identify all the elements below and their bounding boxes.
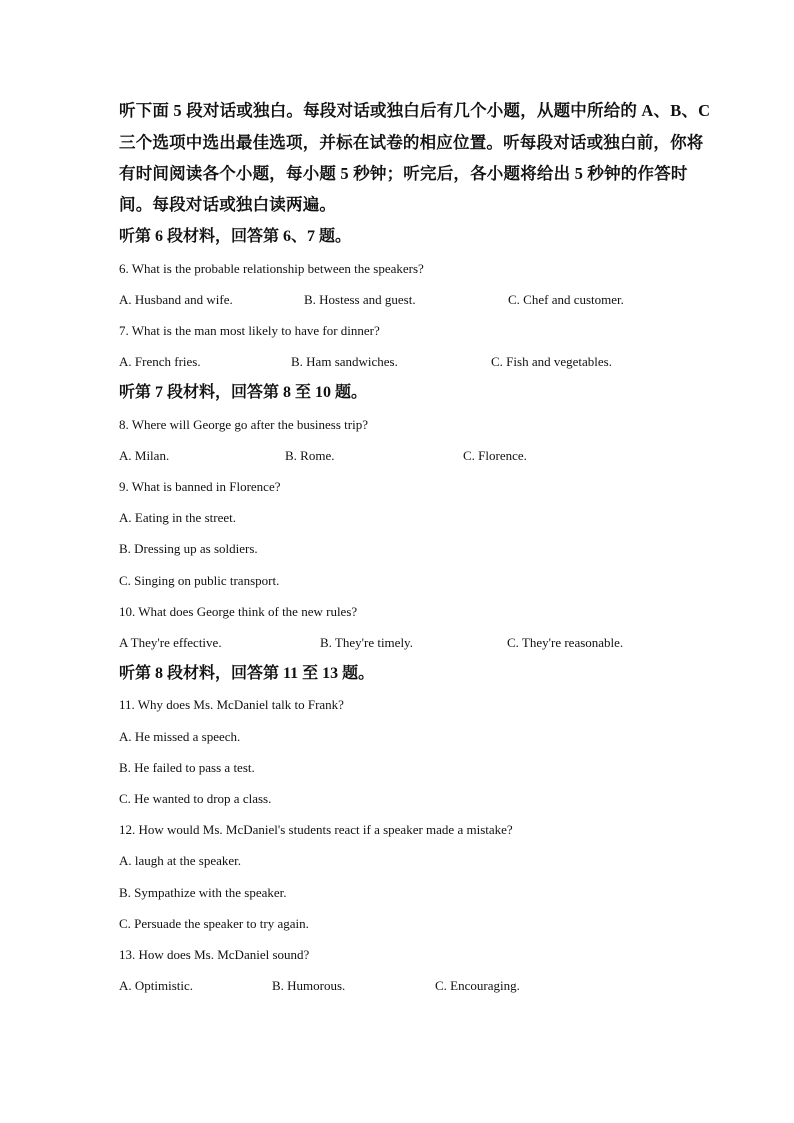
option-a: A. Milan. — [119, 448, 170, 463]
section-title: 听第 7 段材料，回答第 8 至 10 题。 — [119, 384, 368, 401]
option-a: A. laugh at the speaker. — [119, 853, 242, 868]
option-b: B. They're timely. — [320, 635, 413, 650]
section-title: 听第 8 段材料，回答第 11 至 13 题。 — [119, 665, 375, 682]
section-title: 听第 6 段材料，回答第 6、7 题。 — [119, 228, 352, 245]
question-stem: 6. What is the probable relationship between the speakers? — [119, 261, 424, 276]
question-stem: 10. What does George think of the new rules? — [119, 604, 358, 619]
options-row — [119, 636, 719, 652]
option-b: B. Hostess and guest. — [304, 292, 416, 307]
question-stem: 12. How would Ms. McDaniel's students react if a speaker made a mistake? — [119, 822, 513, 837]
option-b: B. He failed to pass a test. — [119, 760, 255, 775]
intro-line-1: 听下面 5 段对话或独白。每段对话或独白后有几个小题，从题中所给的 A、B、C — [119, 101, 711, 120]
option-c: C. Encouraging. — [435, 978, 520, 993]
question-stem: 8. Where will George go after the business trip? — [119, 417, 368, 432]
option-c: C. Florence. — [463, 448, 527, 463]
option-c: C. He wanted to drop a class. — [119, 791, 272, 806]
option-b: B. Rome. — [285, 448, 335, 463]
question-stem: 13. How does Ms. McDaniel sound? — [119, 947, 310, 962]
option-c: C. They're reasonable. — [507, 635, 624, 650]
option-b: B. Sympathize with the speaker. — [119, 885, 287, 900]
option-c: C. Persuade the speaker to try again. — [119, 916, 309, 931]
options-row — [119, 979, 719, 995]
option-b: B. Ham sandwiches. — [291, 354, 398, 369]
options-row — [119, 449, 719, 465]
option-a: A They're effective. — [119, 635, 222, 650]
intro-line-3: 有时间阅读各个小题，每小题 5 秒钟；听完后，各小题将给出 5 秒钟的作答时 — [119, 164, 688, 183]
option-a: A. Husband and wife. — [119, 292, 233, 307]
option-a: A. Eating in the street. — [119, 510, 236, 525]
question-stem: 9. What is banned in Florence? — [119, 479, 281, 494]
options-row — [119, 355, 719, 371]
option-c: C. Chef and customer. — [508, 292, 624, 307]
option-a: A. He missed a speech. — [119, 729, 241, 744]
options-row — [119, 293, 719, 309]
option-a: A. Optimistic. — [119, 978, 194, 993]
question-stem: 7. What is the man most likely to have for dinner? — [119, 323, 380, 338]
option-c: C. Fish and vegetables. — [491, 354, 612, 369]
option-b: B. Humorous. — [272, 978, 346, 993]
option-c: C. Singing on public transport. — [119, 573, 280, 588]
intro-line-2: 三个选项中选出最佳选项，并标在试卷的相应位置。听每段对话或独白前，你将 — [119, 133, 704, 152]
question-stem: 11. Why does Ms. McDaniel talk to Frank? — [119, 697, 344, 712]
intro-line-4: 间。每段对话或独白读两遍。 — [119, 195, 337, 214]
option-b: B. Dressing up as soldiers. — [119, 541, 258, 556]
option-a: A. French fries. — [119, 354, 201, 369]
